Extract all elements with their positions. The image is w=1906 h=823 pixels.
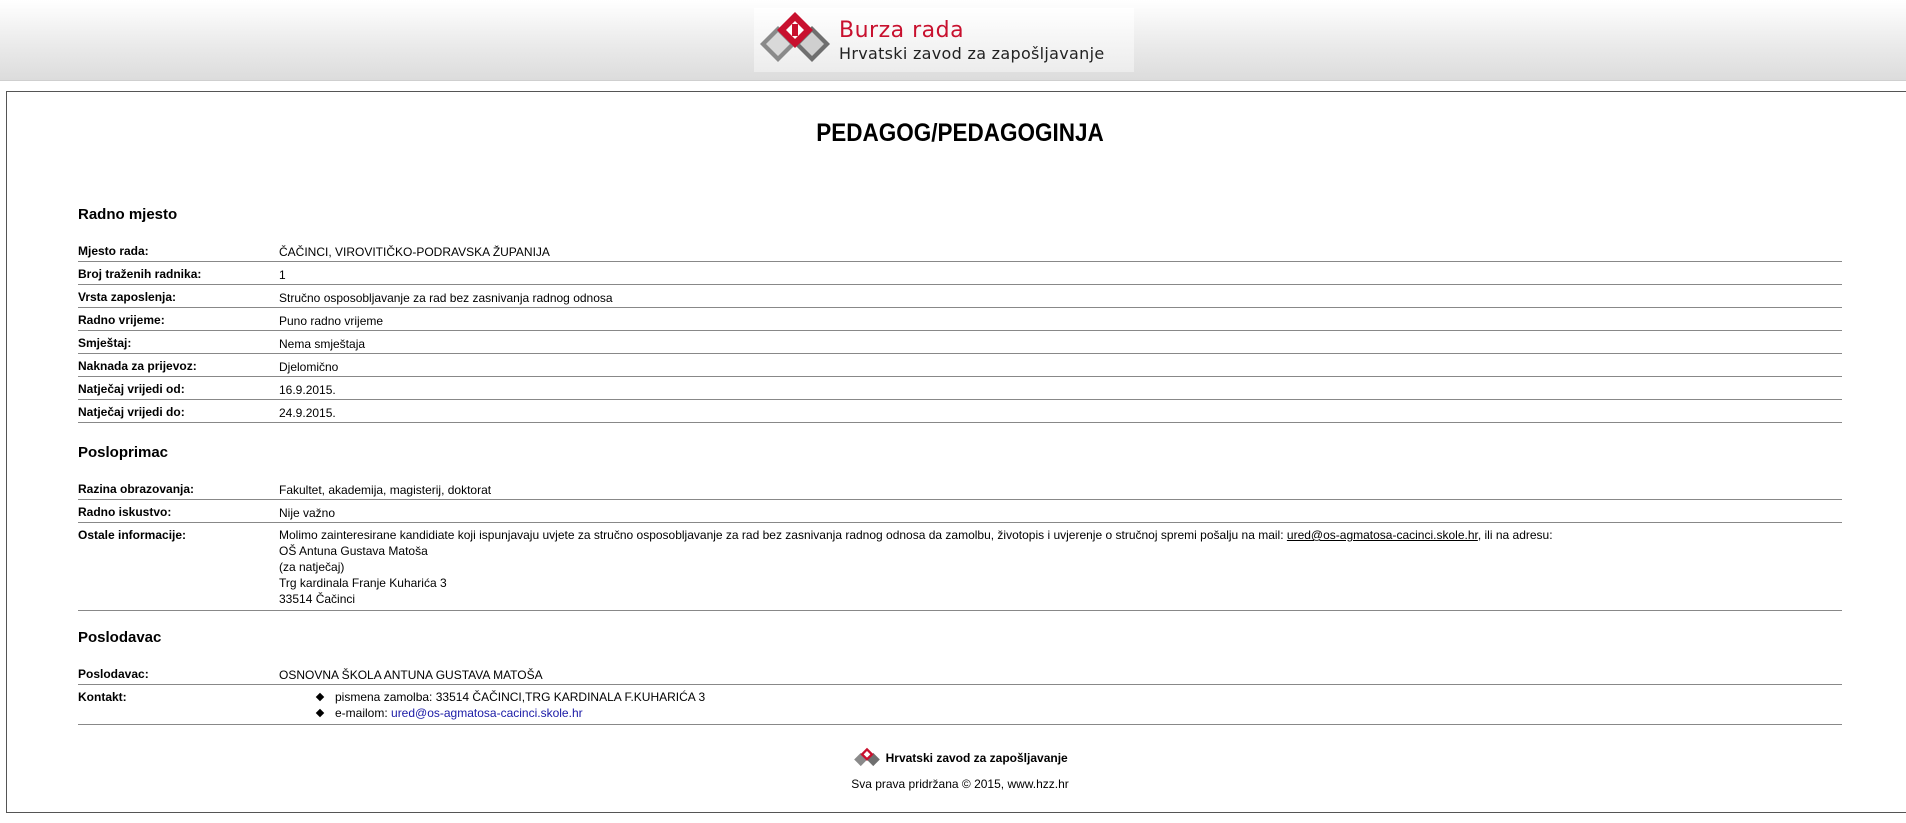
row-value: 24.9.2015. [279, 406, 336, 420]
row-value: Stručno osposobljavanje za rad bez zasnivanja radnog odnosa [279, 291, 613, 305]
row-label: Naknada za prijevoz: [78, 359, 197, 373]
contact-email-link[interactable]: ured@os-agmatosa-cacinci.skole.hr [391, 706, 583, 720]
table-row-ostale-informacije [78, 523, 1842, 611]
address-line: OŠ Antuna Gustava Matoša [279, 544, 428, 558]
table-row [78, 377, 1842, 400]
row-label: Natječaj vrijedi od: [78, 382, 185, 396]
row-value: 16.9.2015. [279, 383, 336, 397]
logo-title: Burza rada [839, 18, 965, 43]
table-row-kontakt [78, 685, 1842, 725]
page-header [0, 0, 1906, 81]
table-row [78, 331, 1842, 354]
section-title-posloprimac: Posloprimac [78, 444, 169, 461]
section-title-poslodavac: Poslodavac [78, 629, 162, 646]
row-label: Mjesto rada: [78, 244, 149, 258]
page-footer [0, 747, 1906, 791]
row-value: 1 [279, 268, 286, 282]
row-value: Nije važno [279, 506, 336, 520]
row-label: Radno vrijeme: [78, 313, 165, 327]
kontakt-value [279, 685, 1842, 724]
row-value: Fakultet, akademija, magisterij, doktorat [279, 483, 492, 497]
burza-rada-logo[interactable] [754, 8, 1134, 72]
table-row [78, 262, 1842, 285]
info-text-after: , ili na adresu: [1477, 528, 1553, 542]
row-label: Radno iskustvo: [78, 505, 172, 519]
contact-list [279, 689, 1842, 721]
hzz-logo-icon [756, 10, 834, 70]
logo-subtitle: Hrvatski zavod za zapošljavanje [839, 44, 1105, 63]
table-row [78, 285, 1842, 308]
row-label: Natječaj vrijedi do: [78, 405, 185, 419]
poslodavac-table [78, 662, 1842, 725]
address-line: 33514 Čačinci [279, 592, 356, 606]
ostale-informacije-value [279, 523, 1842, 610]
hzz-small-logo-icon [852, 747, 882, 769]
table-row [78, 662, 1842, 685]
info-text: Molimo zainteresirane kandidiate koji ispunjavaju uvjete za stručno osposobljavanje za rad bez zasnivanja radnog odnosa da zamolbu, životopis i uvjerenje o stručnoj spremi pošalju na mail: [279, 528, 1287, 542]
table-row [78, 500, 1842, 523]
row-value: ČAČINCI, VIROVITIČKO-PODRAVSKA ŽUPANIJA [279, 245, 550, 259]
row-value: OSNOVNA ŠKOLA ANTUNA GUSTAVA MATOŠA [279, 668, 543, 682]
list-item [335, 689, 1842, 705]
contact-email-prefix: e-mailom: [335, 706, 392, 720]
row-value: Puno radno vrijeme [279, 314, 384, 328]
section-title-radno-mjesto: Radno mjesto [78, 206, 178, 223]
row-label: Ostale informacije: [78, 528, 187, 542]
row-label: Razina obrazovanja: [78, 482, 195, 496]
row-label: Poslodavac: [78, 667, 149, 681]
footer-brand: Hrvatski zavod za zapošljavanje [885, 751, 1068, 765]
posloprimac-table [78, 477, 1842, 611]
radno-mjesto-table [78, 239, 1842, 423]
table-row [78, 308, 1842, 331]
row-label: Vrsta zaposlenja: [78, 290, 177, 304]
page-title: PEDAGOG/PEDAGOGINJA [816, 119, 1104, 147]
row-value: Nema smještaja [279, 337, 366, 351]
address-line: Trg kardinala Franje Kuharića 3 [279, 576, 447, 590]
address-line: (za natječaj) [279, 560, 345, 574]
table-row [78, 477, 1842, 500]
footer-copyright: Sva prava pridržana © 2015, www.hzz.hr [851, 777, 1069, 791]
table-row [78, 354, 1842, 377]
contact-written: pismena zamolba: 33514 ČAČINCI,TRG KARDINALA F.KUHARIĆA 3 [335, 690, 706, 704]
email-link[interactable]: ured@os-agmatosa-cacinci.skole.hr [1286, 528, 1478, 542]
table-row [78, 239, 1842, 262]
row-label: Broj traženih radnika: [78, 267, 202, 281]
list-item [335, 705, 1842, 721]
row-label: Kontakt: [78, 690, 127, 704]
row-label: Smještaj: [78, 336, 132, 350]
table-row [78, 400, 1842, 423]
row-value: Djelomično [279, 360, 339, 374]
